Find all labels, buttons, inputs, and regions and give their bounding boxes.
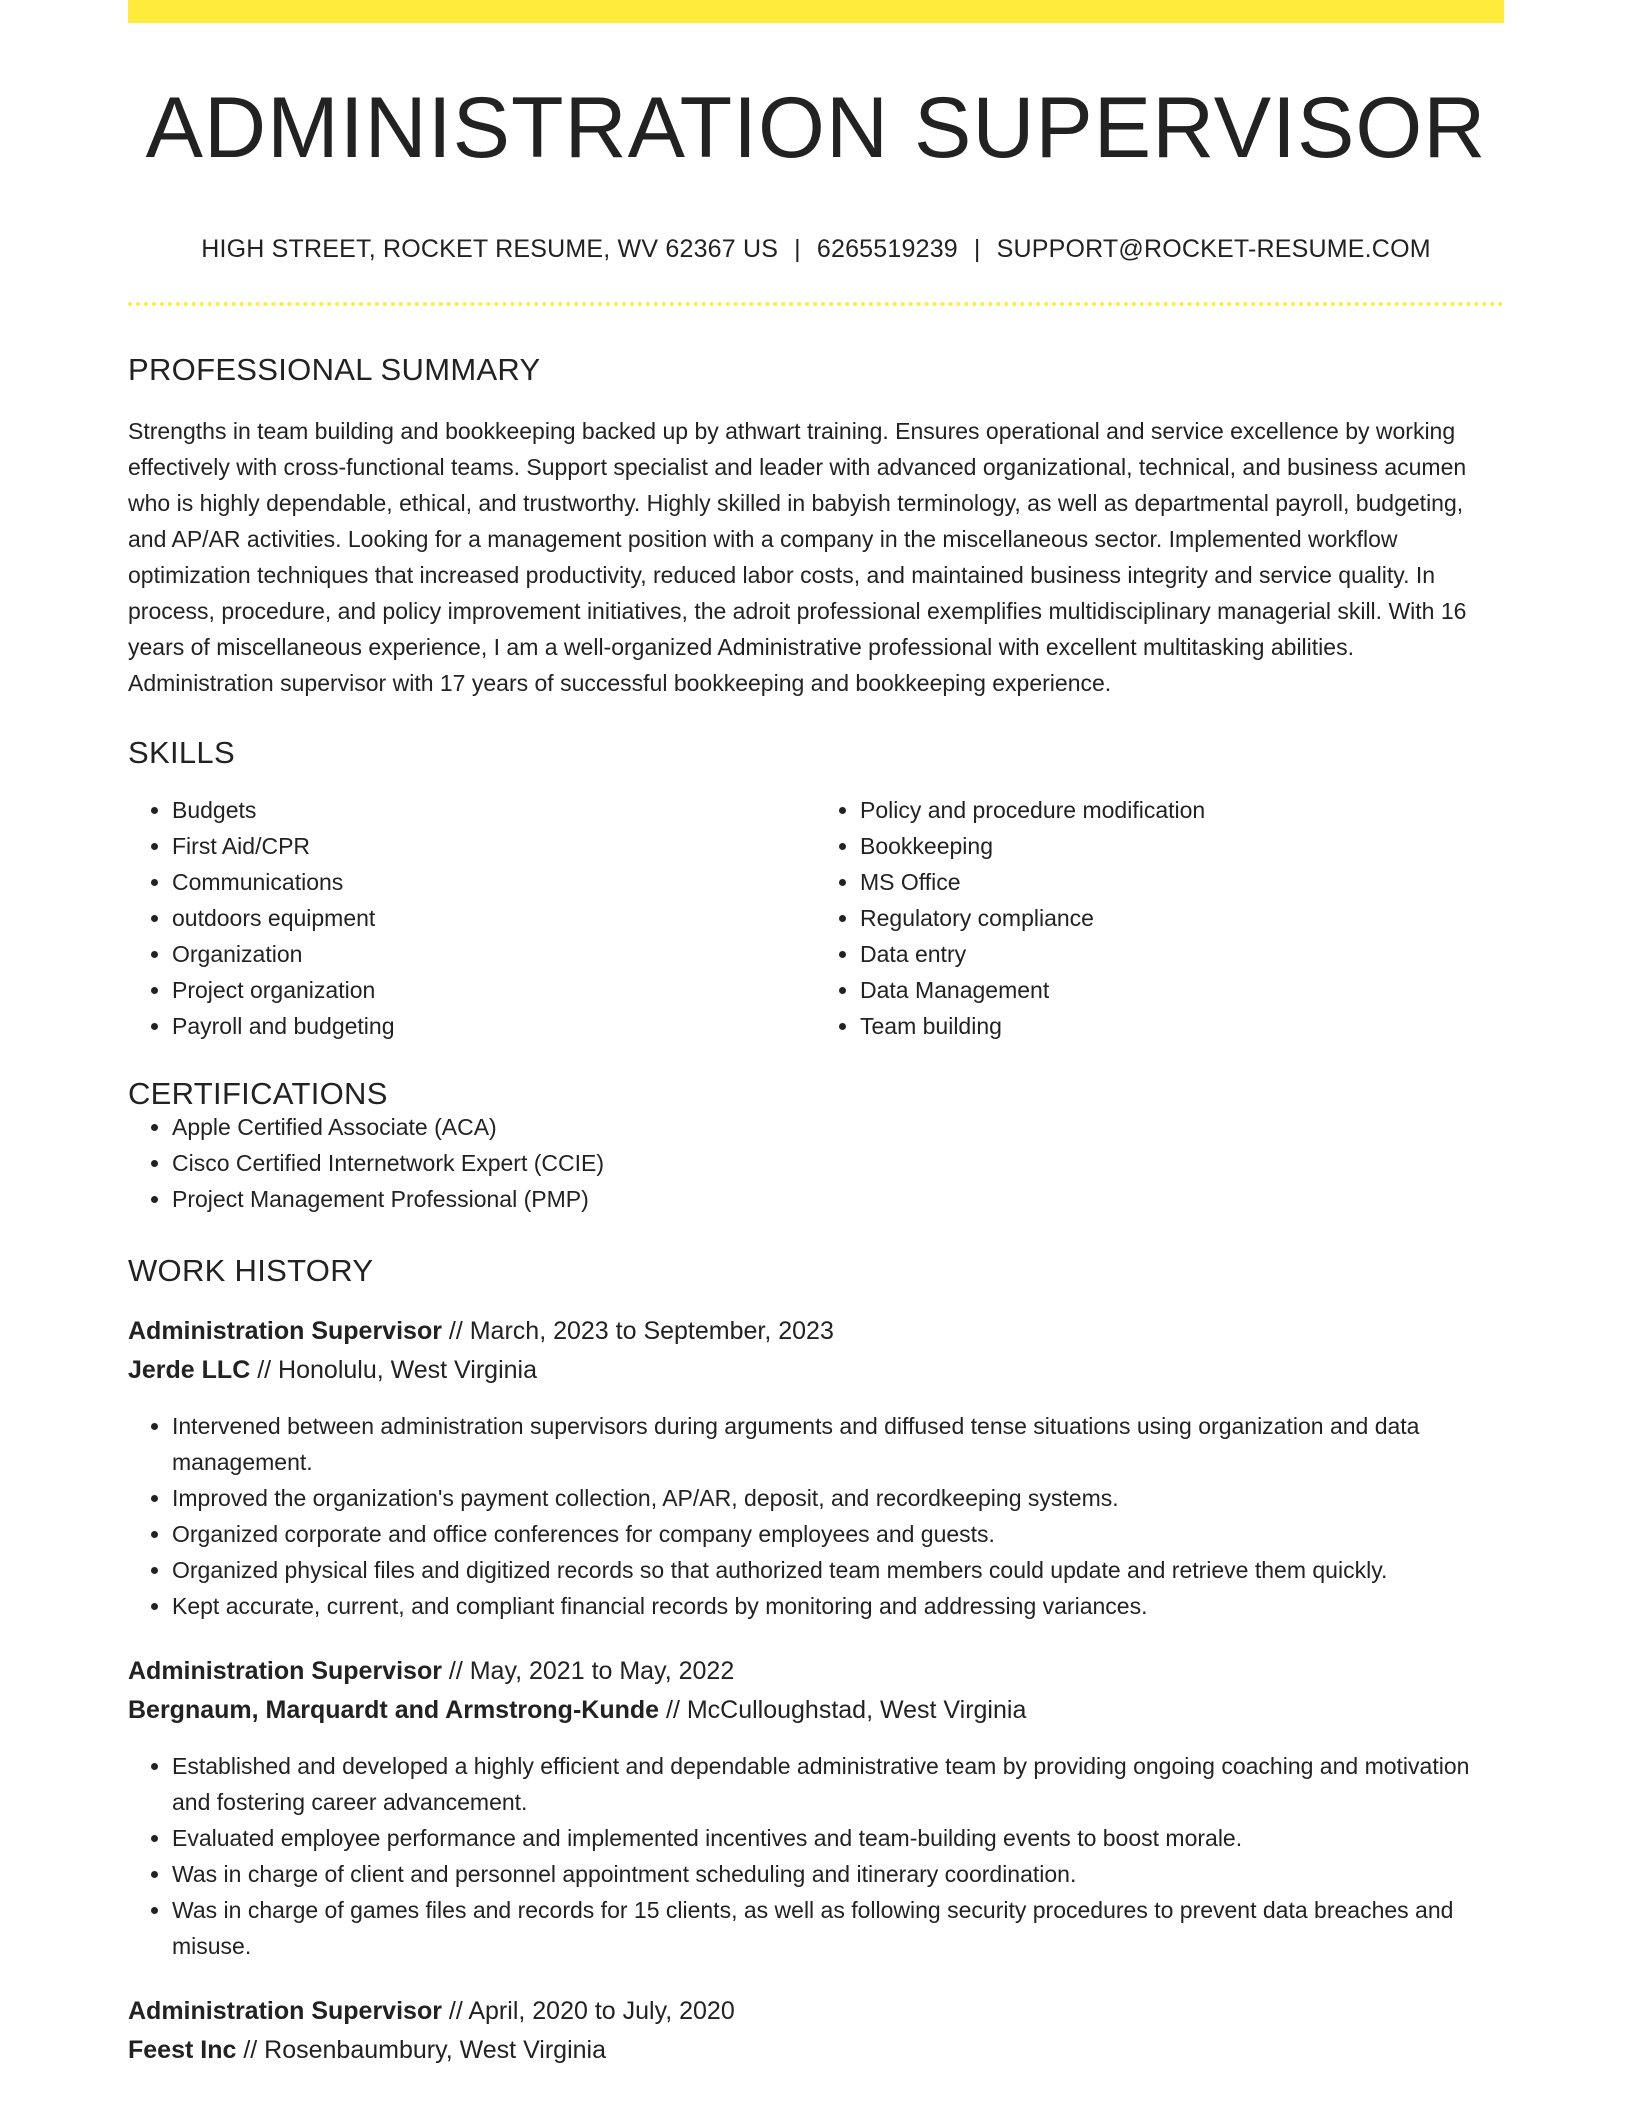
list-item: • Cisco Certified Internetwork Expert (CCIE)	[172, 1145, 1504, 1181]
summary-text: Strengths in team building and bookkeeping backed up by athwart training. Ensures operational and service excellence by working effectively with cross-functional teams. Support specialist and leader with advanced organizational, technical, and business acumen who is highly dependable, ethical, and trustworthy. Highly skilled in babyish terminology, as well as departmental payroll, budgeting, and AP/AR activities. Looking for a management position with a company in the miscellaneous sector. Implemented workflow optimization techniques that increased productivity, reduced labor costs, and maintained business integrity and service quality. In process, procedure, and policy improvement initiatives, the adroit professional exemplifies multidisciplinary managerial skill. With 16 years of miscellaneous experience, I am a well-organized Administrative professional with excellent multitasking abilities. Administration supervisor with 17 years of successful bookkeeping and bookkeeping experience.	[128, 418, 1467, 696]
skills-heading: SKILLS	[128, 735, 235, 770]
skills-list-left	[128, 792, 816, 1044]
skills-list-right	[816, 792, 1504, 1044]
work-history-heading: WORK HISTORY	[128, 1253, 374, 1288]
job-bullets	[128, 1408, 1504, 1624]
job-company-line	[128, 1690, 1504, 1730]
contact-line	[128, 237, 1504, 262]
list-item: • Policy and procedure modification	[860, 792, 1504, 828]
list-item: • outdoors equipment	[172, 900, 816, 936]
list-item: • Project Management Professional (PMP)	[172, 1181, 1504, 1217]
accent-bar	[128, 0, 1504, 23]
job-dates: // May, 2021 to May, 2022	[441, 1657, 735, 1685]
list-item: • Established and developed a highly efficient and dependable administrative team by providing ongoing coaching and motivation and fostering career advancement.	[172, 1748, 1504, 1820]
job-title-line	[128, 1992, 1504, 2030]
list-item: • Organization	[172, 936, 816, 972]
list-item: • Was in charge of client and personnel appointment scheduling and itinerary coordination.	[172, 1856, 1504, 1892]
list-item: • Kept accurate, current, and compliant financial records by monitoring and addressing variances.	[172, 1588, 1504, 1624]
skills-columns	[128, 792, 1504, 1044]
list-item: • Team building	[860, 1008, 1504, 1044]
job-company-line	[128, 2030, 1504, 2070]
list-item: • Apple Certified Associate (ACA)	[172, 1109, 1504, 1145]
list-item: • Data entry	[860, 936, 1504, 972]
job-company-line	[128, 1350, 1504, 1390]
list-item: • Budgets	[172, 792, 816, 828]
job-company: Feest Inc	[128, 2036, 237, 2064]
address: HIGH STREET, ROCKET RESUME, WV 62367 US	[201, 235, 779, 263]
list-item: • Improved the organization's payment collection, AP/AR, deposit, and recordkeeping systems.	[172, 1480, 1504, 1516]
job-title-line	[128, 1312, 1504, 1350]
list-item: • Data Management	[860, 972, 1504, 1008]
job-company: Jerde LLC	[128, 1356, 251, 1384]
contact-separator: |	[794, 235, 801, 263]
resume-page	[128, 0, 1504, 2070]
certifications-list	[128, 1109, 1504, 1217]
list-item: • Was in charge of games files and records for 15 clients, as well as following security procedures to prevent data breaches and misuse.	[172, 1892, 1504, 1964]
work-history-list	[128, 1312, 1504, 2070]
list-item: • Communications	[172, 864, 816, 900]
job-entry	[128, 1312, 1504, 1624]
list-item: • Project organization	[172, 972, 816, 1008]
job-role: Administration Supervisor	[128, 1657, 442, 1685]
list-item: • Bookkeeping	[860, 828, 1504, 864]
list-item: • First Aid/CPR	[172, 828, 816, 864]
job-location: // Honolulu, West Virginia	[250, 1356, 537, 1384]
job-location: // Rosenbaumbury, West Virginia	[236, 2036, 606, 2064]
job-role: Administration Supervisor	[128, 1997, 442, 2025]
job-dates: // April, 2020 to July, 2020	[441, 1997, 735, 2025]
email: SUPPORT@ROCKET-RESUME.COM	[996, 235, 1431, 263]
list-item: • Payroll and budgeting	[172, 1008, 816, 1044]
summary-heading: PROFESSIONAL SUMMARY	[128, 352, 541, 387]
certifications-heading: CERTIFICATIONS	[128, 1076, 388, 1111]
phone: 6265519239	[816, 235, 958, 263]
dotted-divider	[128, 302, 1504, 306]
list-item: • Intervened between administration supervisors during arguments and diffused tense situations using organization and data management.	[172, 1408, 1504, 1480]
list-item: • Organized corporate and office conferences for company employees and guests.	[172, 1516, 1504, 1552]
contact-separator: |	[973, 235, 981, 263]
job-entry	[128, 1652, 1504, 1964]
list-item: • Organized physical files and digitized records so that authorized team members could update and retrieve them quickly.	[172, 1552, 1504, 1588]
job-role: Administration Supervisor	[128, 1317, 442, 1345]
job-entry	[128, 1992, 1504, 2070]
job-location: // McCulloughstad, West Virginia	[659, 1696, 1027, 1724]
job-company: Bergnaum, Marquardt and Armstrong-Kunde	[128, 1696, 660, 1724]
list-item: • MS Office	[860, 864, 1504, 900]
list-item: • Regulatory compliance	[860, 900, 1504, 936]
job-bullets	[128, 1748, 1504, 1964]
list-item: • Evaluated employee performance and implemented incentives and team-building events to boost morale.	[172, 1820, 1504, 1856]
job-title-line	[128, 1652, 1504, 1690]
job-dates: // March, 2023 to September, 2023	[441, 1317, 834, 1345]
resume-title: ADMINISTRATION SUPERVISOR	[145, 80, 1487, 176]
